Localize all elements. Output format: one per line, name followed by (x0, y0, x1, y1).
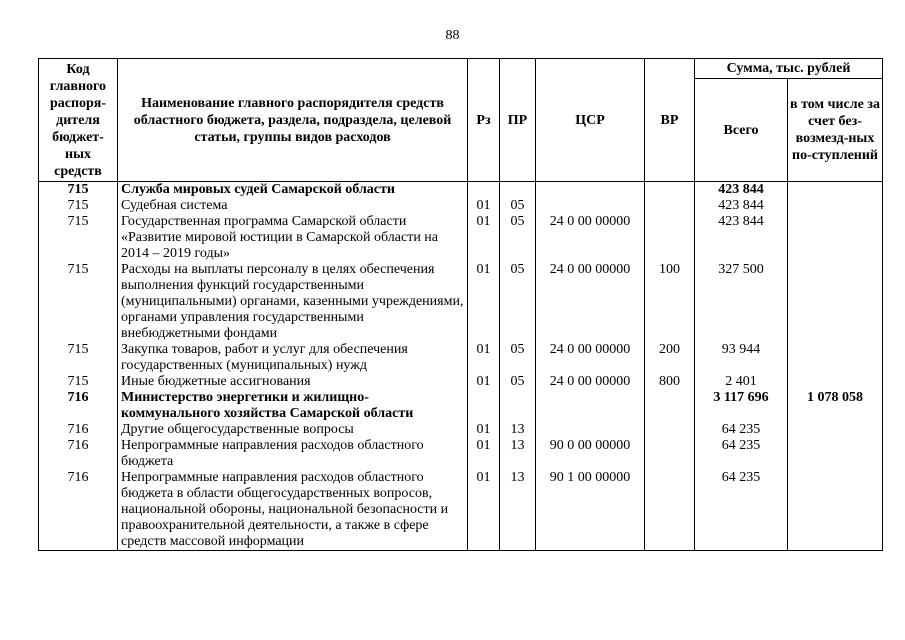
cell-incl (788, 262, 883, 342)
header-rz: Рз (468, 59, 500, 182)
cell-pr: 05 (500, 214, 536, 262)
cell-name: Непрограммные направления расходов областного бюджета (118, 438, 468, 470)
cell-incl (788, 374, 883, 390)
cell-pr: 05 (500, 198, 536, 214)
cell-vr (645, 438, 695, 470)
table-row (39, 262, 883, 342)
cell-incl (788, 182, 883, 199)
cell-incl (788, 438, 883, 470)
cell-vr: 100 (645, 262, 695, 342)
cell-code: 716 (39, 470, 118, 551)
cell-rz (468, 390, 500, 422)
cell-rz: 01 (468, 374, 500, 390)
cell-csr: 24 0 00 00000 (536, 374, 645, 390)
cell-total: 423 844 (695, 198, 788, 214)
cell-rz: 01 (468, 422, 500, 438)
header-name: Наименование главного распорядителя средств областного бюджета, раздела, подраздела, целевой статьи, группы видов расходов (118, 59, 468, 182)
cell-total: 64 235 (695, 470, 788, 551)
cell-pr: 05 (500, 262, 536, 342)
cell-pr: 13 (500, 470, 536, 551)
cell-name: Расходы на выплаты персоналу в целях обеспечения выполнения функций государственными (муниципальными) органами, казенными учреждениями, органами управления государственными внебюджетными фондами (118, 262, 468, 342)
cell-code: 715 (39, 214, 118, 262)
cell-vr: 200 (645, 342, 695, 374)
header-pr: ПР (500, 59, 536, 182)
cell-code: 715 (39, 198, 118, 214)
table-row (39, 422, 883, 438)
cell-rz: 01 (468, 342, 500, 374)
table-body (39, 182, 883, 551)
cell-pr: 05 (500, 374, 536, 390)
cell-total: 3 117 696 (695, 390, 788, 422)
cell-csr: 24 0 00 00000 (536, 262, 645, 342)
cell-incl (788, 342, 883, 374)
header-vr: ВР (645, 59, 695, 182)
header-incl: в том числе за счет без-возмезд-ных по-ступлений (788, 79, 883, 182)
cell-total: 64 235 (695, 422, 788, 438)
cell-incl: 1 078 058 (788, 390, 883, 422)
cell-csr: 24 0 00 00000 (536, 342, 645, 374)
cell-csr (536, 182, 645, 199)
cell-pr: 13 (500, 438, 536, 470)
cell-csr (536, 198, 645, 214)
cell-rz: 01 (468, 198, 500, 214)
table-row (39, 470, 883, 551)
cell-name: Другие общегосударственные вопросы (118, 422, 468, 438)
cell-vr (645, 470, 695, 551)
cell-name: Служба мировых судей Самарской области (118, 182, 468, 199)
table-row (39, 438, 883, 470)
cell-code: 715 (39, 342, 118, 374)
cell-code: 716 (39, 390, 118, 422)
cell-csr: 90 1 00 00000 (536, 470, 645, 551)
table-row (39, 390, 883, 422)
cell-csr: 90 0 00 00000 (536, 438, 645, 470)
cell-total: 2 401 (695, 374, 788, 390)
header-code: Код главного распоря-дителя бюджет-ных средств (39, 59, 118, 182)
cell-total: 423 844 (695, 214, 788, 262)
cell-rz: 01 (468, 262, 500, 342)
cell-total: 93 944 (695, 342, 788, 374)
page-number: 88 (445, 28, 460, 43)
cell-pr (500, 182, 536, 199)
table-row (39, 374, 883, 390)
cell-name: Закупка товаров, работ и услуг для обеспечения государственных (муниципальных) нужд (118, 342, 468, 374)
cell-name: Иные бюджетные ассигнования (118, 374, 468, 390)
cell-incl (788, 470, 883, 551)
cell-total: 327 500 (695, 262, 788, 342)
cell-vr: 800 (645, 374, 695, 390)
cell-rz: 01 (468, 470, 500, 551)
cell-total: 423 844 (695, 182, 788, 199)
cell-pr: 05 (500, 342, 536, 374)
cell-code: 715 (39, 182, 118, 199)
cell-vr (645, 422, 695, 438)
cell-rz: 01 (468, 438, 500, 470)
cell-code: 716 (39, 438, 118, 470)
cell-code: 716 (39, 422, 118, 438)
cell-incl (788, 214, 883, 262)
table-row (39, 214, 883, 262)
header-csr: ЦСР (536, 59, 645, 182)
cell-csr (536, 422, 645, 438)
cell-rz: 01 (468, 214, 500, 262)
budget-table (38, 58, 883, 551)
cell-total: 64 235 (695, 438, 788, 470)
cell-pr: 13 (500, 422, 536, 438)
cell-incl (788, 198, 883, 214)
cell-code: 715 (39, 262, 118, 342)
header-total: Всего (695, 79, 788, 182)
cell-vr (645, 182, 695, 199)
table-row (39, 182, 883, 199)
cell-name: Непрограммные направления расходов областного бюджета в области общегосударственных вопросов, национальной обороны, национальной безопасности и правоохранительной деятельности, а также в сфере средств массовой информации (118, 470, 468, 551)
cell-rz (468, 182, 500, 199)
cell-incl (788, 422, 883, 438)
cell-name: Министерство энергетики и жилищно-коммунального хозяйства Самарской области (118, 390, 468, 422)
cell-csr (536, 390, 645, 422)
cell-vr (645, 198, 695, 214)
header-sum: Сумма, тыс. рублей (695, 59, 883, 79)
cell-vr (645, 390, 695, 422)
cell-pr (500, 390, 536, 422)
table-row (39, 198, 883, 214)
cell-vr (645, 214, 695, 262)
cell-code: 715 (39, 374, 118, 390)
table-row (39, 342, 883, 374)
cell-csr: 24 0 00 00000 (536, 214, 645, 262)
cell-name: Государственная программа Самарской области «Развитие мировой юстиции в Самарской области на 2014 – 2019 годы» (118, 214, 468, 262)
cell-name: Судебная система (118, 198, 468, 214)
